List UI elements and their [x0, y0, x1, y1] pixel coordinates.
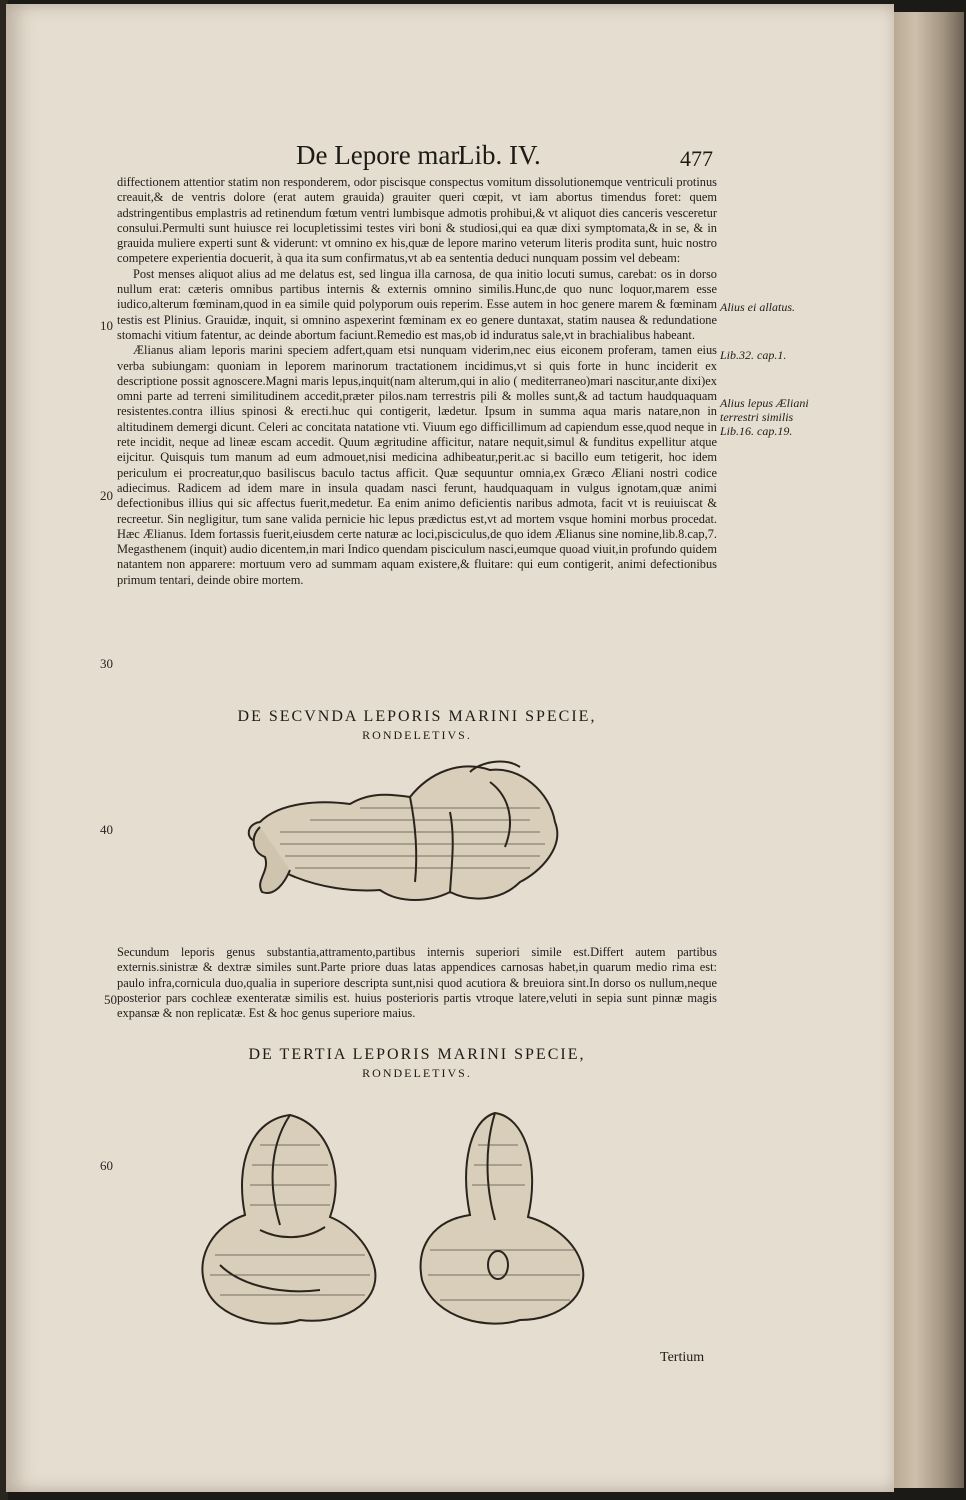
- paragraph-second-species: Secundum leporis genus substantia,attramento,partibus internis superiori simile est.Differt autem partibus externis.sinistræ & dextræ similes sunt.Parte priore duas latas appendices carnosas habet,in quarum medio rima est: paulo infra,cornicula duo,qualia in superiore descripta sunt,nisi quod acutiora & breuiora sint.In dorso os nullum,neque posterior pars cochleæ exenteratæ similis est. huius posterioris partis vtroque latere,veluti in sepia sunt pinnæ magis expansæ & non replicatæ. Est & hoc genus superiore maius.: [117, 945, 717, 1021]
- section-heading-third-species: [117, 1046, 717, 1081]
- heading-author: RONDELETIVS.: [362, 728, 472, 742]
- margin-note-3: Alius lepus Æliani terrestri similis Lib.16. cap.19.: [720, 396, 809, 438]
- main-text: [117, 175, 717, 588]
- woodcut-third-species-left: [190, 1105, 390, 1335]
- line-number-20: 20: [100, 488, 113, 503]
- header-book: Lib. IV.: [458, 140, 541, 170]
- paragraph-2: Post menses aliquot alius ad me delatus est, sed lingua illa carnosa, de qua initio locuti sumus, carebat: os in dorso nullum erat: cæteris omnibus partibus internis & externis omnino similis.Hunc,de quo nunc loquor,marem esse iudico,alterum fœminam,quod in ea simile quid polyporum ouis reperim. Esse autem in hoc genere marem & fœminam testis est Plinius. Grauidæ, inquit, si omnino aspexerint fœminam ex eo genere duntaxat, statim nausea & redundatione stomachi vitium fatentur, ac deinde abortum faciunt.Remedio est mas,ob id induratus sale,vt in brachialibus habeant.: [117, 266, 717, 342]
- header-title: De Lepore mar.: [296, 140, 465, 170]
- line-number-60: 60: [100, 1158, 113, 1173]
- line-number-30: 30: [100, 656, 113, 671]
- catchword: Tertium: [660, 1350, 705, 1365]
- page-number: 477: [680, 146, 713, 171]
- paragraph-1: diffectionem attentior statim non responderem, odor piscisque conspectus vomitum dissolutionemque ventriculi protinus creauit,& de ventris dolore (erat autem grauida) grauiter queri cœpit, vt iam abortus timendus foret: quem adstringentibus emplastris ad retinendum fœtum ventri lumbisque admotis prohibui,& vt aliquot dies canceris vesceretur consului.Permulti sunt huiusce rei locupletissimi testes viri boni & studiosi,qui ea quæ dixi symptomata,& in se, & in grauida muliere experti sunt & viderunt: vt omnino ex his,quæ de lepore marino veterum literis prodita sunt, huic nostro competere experientia docuerit, à qua ita sum confirmatus,vt ab ea sententia deduci nunquam possim vel debeam:: [117, 175, 717, 266]
- woodcut-third-species-right: [400, 1105, 600, 1335]
- running-header: [296, 140, 736, 176]
- paragraph-3: Ælianus aliam leporis marini speciem adfert,quam etsi nunquam viderim,nec eius eiconem proferam, tamen eius verba subiungam: quoniam in leporem marinorum tractationem incidimus,vt si quis forte in hunc inciderit ex descriptione possit agnoscere.Magni maris lepus,inquit(nam alterum,qui in alio ( mediterraneo)mari nascitur,ante dixi)ex omni parte ad terreni similitudinem accedit,præter pilos.nam terrestris pili & molles sunt,& ad tactum haudquaquam resistentes.contra illius spinosi & erecti.huc qui contigerit, lædetur. Ipsum in summa aqua maris natare,non in altitudinem demergi dicunt. Celeri ac concitata natatione vti. Viuum ego difficillimum ad capiendum esse,quod neque in rete incidit, neque ad lineæ escam accedit. Quum ægritudine afficitur, natare nequit,simul & funditus expellitur atque eijcitur. Quisquis tum manum ad eum admouet,nisi medicina adhibeatur,perit.ac si bacillo eum tetigerit, hoc idem periculum ei procreatur,quo basiliscus baculo tactus afficit. Quæ sequuntur omnia,ex Græco Æliani nostri codice adiecimus. Radicem ad idem mare in insula quadam nasci ferunt, haudquaquam in vulgus ignotam,quæ animi defectionibus illius qui sic affectus fuerit,medetur. Ea enim animo deficientis naribus admota, facit vt is reuiuiscat & recreetur. Sin negligitur, tum sane valida pernicie hic lepus prædictus est,vt ad mortem vsque homini morbus procedat. Hæc Ælianus. Idem fortassis fuerit,eiusdem certe naturæ ac loci,pisciculus,de quo idem Ælianus sine nomine,lib.8.cap,7. Megasthenem (inquit) audio dicentem,in mari Indico quendam pisciculum nasci,eumque quoad viuit,in profundo quidem natantem non apparere: mortuum vero ad summam aquam existere,& fluitare: qui eum contigerit, animi defectionibus primum tentari, deinde obire mortem.: [117, 343, 717, 587]
- woodcut-second-species: [240, 752, 570, 912]
- line-number-10: 10: [100, 318, 113, 333]
- section-heading-second-species: [117, 708, 717, 743]
- line-number-40: 40: [100, 822, 113, 837]
- margin-note-2: Lib.32. cap.1.: [720, 348, 787, 362]
- line-number-50: 50: [104, 992, 117, 1007]
- heading-title: DE TERTIA LEPORIS MARINI SPECIE,: [248, 1046, 586, 1063]
- heading-author: RONDELETIVS.: [362, 1066, 472, 1080]
- page-edges: [894, 12, 964, 1488]
- margin-note-1: Alius ei allatus.: [720, 300, 795, 314]
- heading-title: DE SECVNDA LEPORIS MARINI SPECIE,: [237, 708, 597, 725]
